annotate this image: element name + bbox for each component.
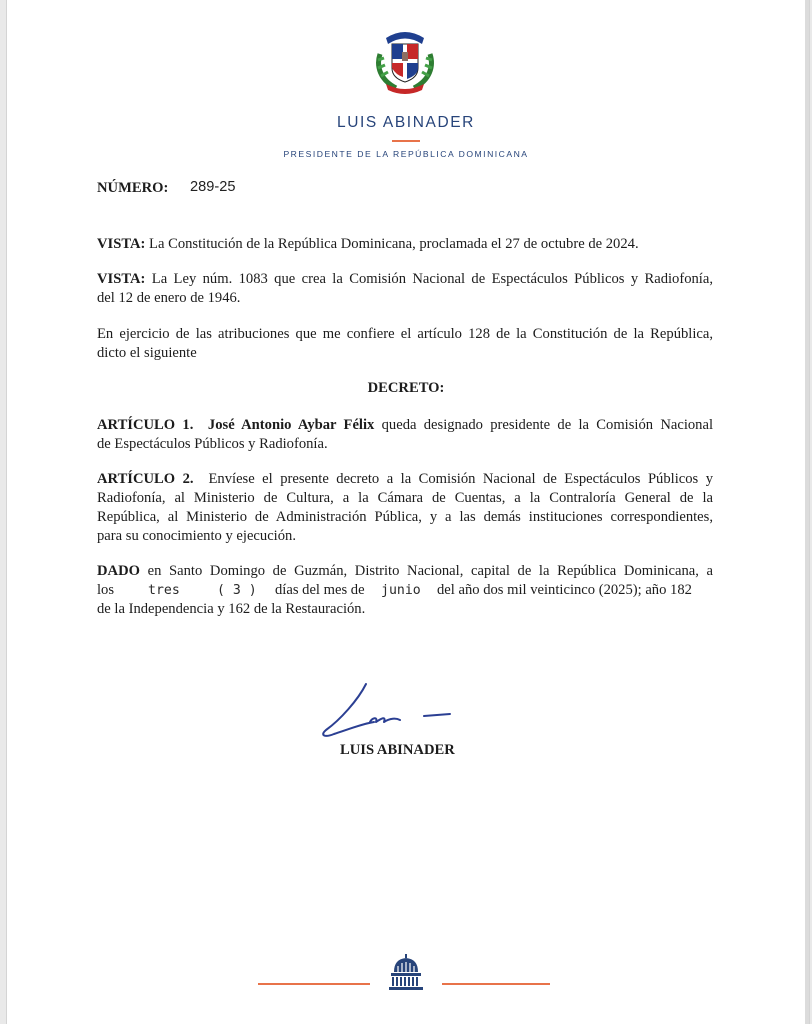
articulo-1-label: ARTÍCULO 1. <box>97 417 194 433</box>
dado-line3: de la Independencia y 162 de la Restauración. <box>97 601 366 617</box>
dado-label: DADO <box>97 563 140 579</box>
articulo-1 <box>97 416 713 435</box>
dado-line2-text: del año dos mil veinticinco (2025); año 182 <box>437 582 692 598</box>
vista-ley <box>97 270 713 289</box>
articulo-2-line3: República, al Ministerio de Administración Pública, y a las demás instituciones correspondientes, <box>97 509 713 525</box>
preamble-line2: dicto el siguiente <box>97 345 197 361</box>
articulo-2-line2: Radiofonía, al Ministerio de Cultura, a la Cámara de Cuentas, a la Contraloría General de la <box>97 490 713 506</box>
articulo-1-text: queda designado presidente de la Comisión Nacional <box>381 417 713 433</box>
articulo-2-line4: para su conocimiento y ejecución. <box>97 528 296 544</box>
vista-label: VISTA: <box>97 271 146 287</box>
footer-line-right <box>442 983 550 985</box>
decreto-heading: DECRETO: <box>367 380 445 396</box>
day-number: ( 3 ) <box>217 583 257 598</box>
month: junio <box>381 583 421 598</box>
header-title: PRESIDENTE DE LA REPÚBLICA DOMINICANA <box>283 149 529 159</box>
articulo-2 <box>97 470 713 489</box>
vista-ley-line2: del 12 de enero de 1946. <box>97 290 241 306</box>
handwritten-signature <box>312 678 462 748</box>
articulo-1-line2: de Espectáculos Públicos y Radiofonía. <box>97 436 328 452</box>
day-word: tres <box>148 583 180 598</box>
header-accent-rule <box>392 140 420 142</box>
dias-text: días del mes de <box>275 582 365 598</box>
dado-text: en Santo Domingo de Guzmán, Distrito Nacional, capital de la República Dominicana, a <box>147 563 713 579</box>
vista-text: La Ley núm. 1083 que crea la Comisión Nacional de Espectáculos Públicos y Radiofonía, <box>151 271 713 287</box>
numero-value: 289-25 <box>190 179 236 195</box>
numero-label: NÚMERO: <box>97 180 169 196</box>
vista-constitucion <box>97 235 713 254</box>
footer-line-left <box>258 983 370 985</box>
articulo-2-text: Envíese el presente decreto a la Comisión Nacional de Espectáculos Públicos y <box>208 471 713 487</box>
vista-text: La Constitución de la República Dominicana, proclamada el 27 de octubre de 2024. <box>149 236 639 252</box>
vista-label: VISTA: <box>97 236 146 252</box>
coat-of-arms-seal-icon <box>372 24 438 94</box>
preamble-line1: En ejercicio de las atribuciones que me confiere el artículo 128 de la Constitución de la República, <box>97 326 713 342</box>
articulo-2-label: ARTÍCULO 2. <box>97 471 194 487</box>
national-palace-dome-icon <box>386 952 426 992</box>
dado-los: los <box>97 582 115 598</box>
header-name: LUIS ABINADER <box>337 114 475 131</box>
designee-name: José Antonio Aybar Félix <box>207 417 375 433</box>
signatory-name: LUIS ABINADER <box>340 742 455 758</box>
dado-line1 <box>97 562 713 581</box>
